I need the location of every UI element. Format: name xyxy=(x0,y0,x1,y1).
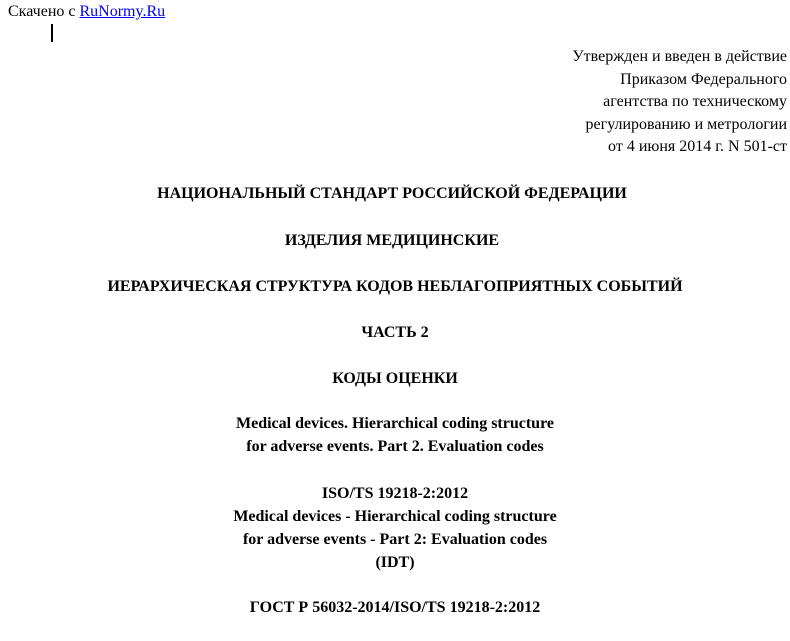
iso-line: (IDT) xyxy=(375,554,415,571)
runormy-link[interactable]: RuNormy.Ru xyxy=(79,3,166,20)
iso-reference-block xyxy=(0,482,790,574)
approval-line: агентства по техническому xyxy=(603,93,787,110)
english-title-line: for adverse events. Part 2. Evaluation codes xyxy=(246,438,544,455)
download-source-line xyxy=(8,2,165,21)
iso-line: for adverse events - Part 2: Evaluation codes xyxy=(242,531,548,548)
approval-line: Утвержден и введен в действие xyxy=(572,48,787,65)
iso-line: ISO/TS 19218-2:2012 xyxy=(321,485,469,502)
hierarchical-structure-heading: ИЕРАРХИЧЕСКАЯ СТРУКТУРА КОДОВ НЕБЛАГОПРИЯТНЫХ СОБЫТИЙ xyxy=(107,278,683,295)
approval-line: от 4 июня 2014 г. N 501-ст xyxy=(608,138,787,155)
iso-line: Medical devices - Hierarchical coding structure xyxy=(233,508,557,525)
english-title-line: Medical devices. Hierarchical coding structure xyxy=(235,415,554,432)
approval-line: Приказом Федерального xyxy=(620,70,787,88)
english-title-block xyxy=(0,412,790,458)
part-heading: ЧАСТЬ 2 xyxy=(361,324,429,341)
download-prefix: Скачено с xyxy=(8,3,76,20)
national-standard-heading: НАЦИОНАЛЬНЫЙ СТАНДАРТ РОССИЙСКОЙ ФЕДЕРАЦИИ xyxy=(157,185,627,202)
gost-designation: ГОСТ Р 56032-2014/ISO/TS 19218-2:2012 xyxy=(249,599,541,616)
text-cursor xyxy=(51,24,53,42)
approval-line: регулированию и метрологии xyxy=(585,115,787,133)
medical-products-heading: ИЗДЕЛИЯ МЕДИЦИНСКИЕ xyxy=(284,232,500,249)
evaluation-codes-heading: КОДЫ ОЦЕНКИ xyxy=(332,370,458,387)
approval-block xyxy=(572,46,787,159)
